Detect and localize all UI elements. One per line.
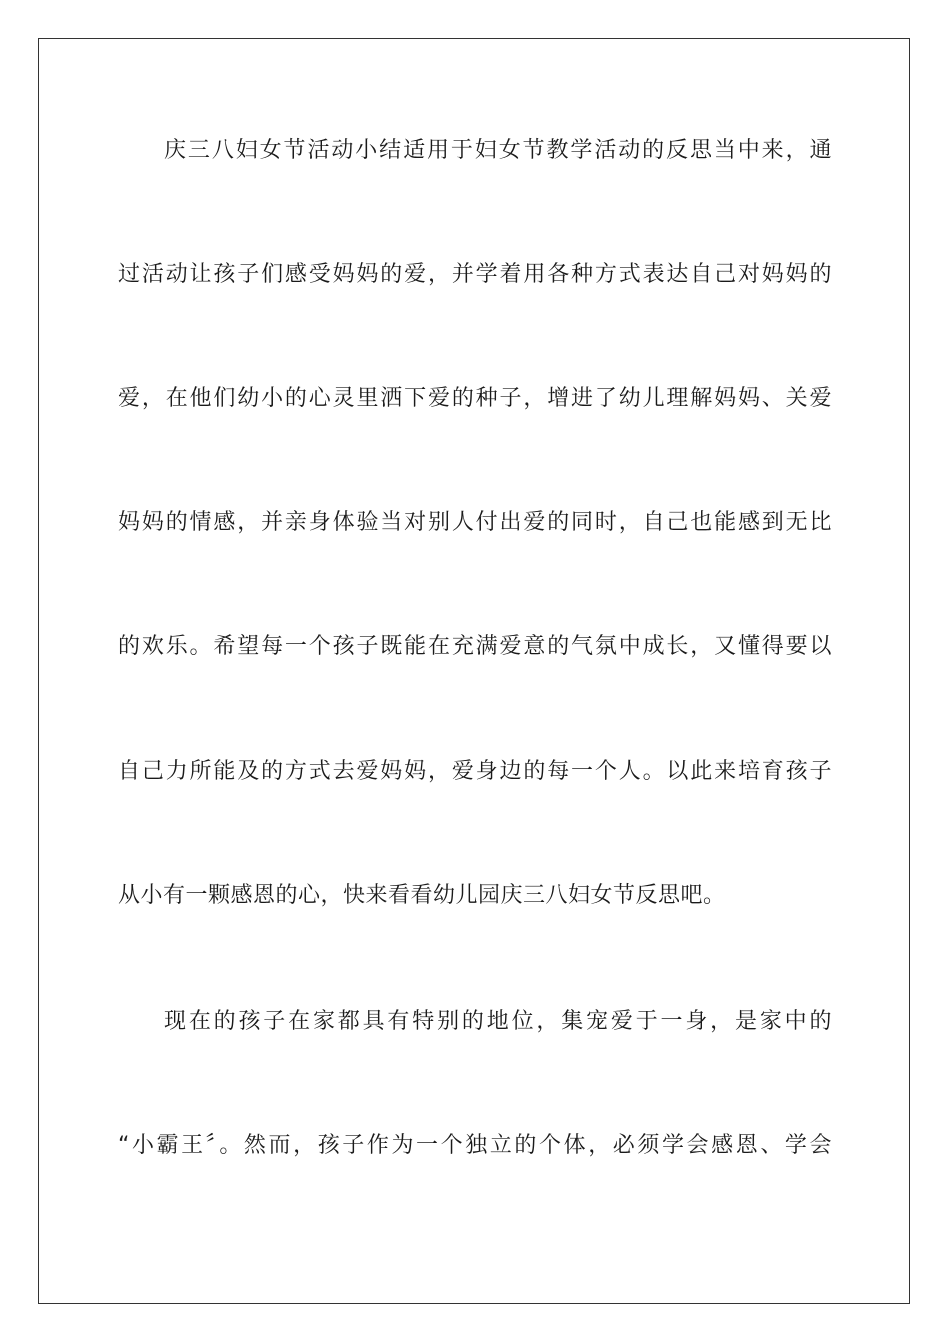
page-border [38,38,910,1304]
paragraph-1-line-5: 的欢乐。希望每一个孩子既能在充满爱意的气氛中成长，又懂得要以 [118,634,832,659]
paragraph-1-line-6: 自己力所能及的方式去爱妈妈，爱身边的每一个人。以此来培育孩子 [118,759,832,784]
paragraph-1-line-7: 从小有一颗感恩的心，快来看看幼儿园庆三八妇女节反思吧。 [118,883,726,908]
paragraph-1-line-4: 妈妈的情感，并亲身体验当对别人付出爱的同时，自己也能感到无比 [118,510,832,535]
paragraph-1-line-3: 爱，在他们幼小的心灵里洒下爱的种子，增进了幼儿理解妈妈、关爱 [118,386,832,411]
paragraph-1-line-2: 过活动让孩子们感受妈妈的爱，并学着用各种方式表达自己对妈妈的 [118,262,832,287]
paragraph-2-line-1: 现在的孩子在家都具有特别的地位，集宠爱于一身，是家中的 [164,1009,832,1034]
paragraph-2-line-2: “小霸王〞。然而，孩子作为一个独立的个体，必须学会感恩、学会 [118,1133,832,1158]
paragraph-1-line-1: 庆三八妇女节活动小结适用于妇女节教学活动的反思当中来，通 [164,138,832,163]
